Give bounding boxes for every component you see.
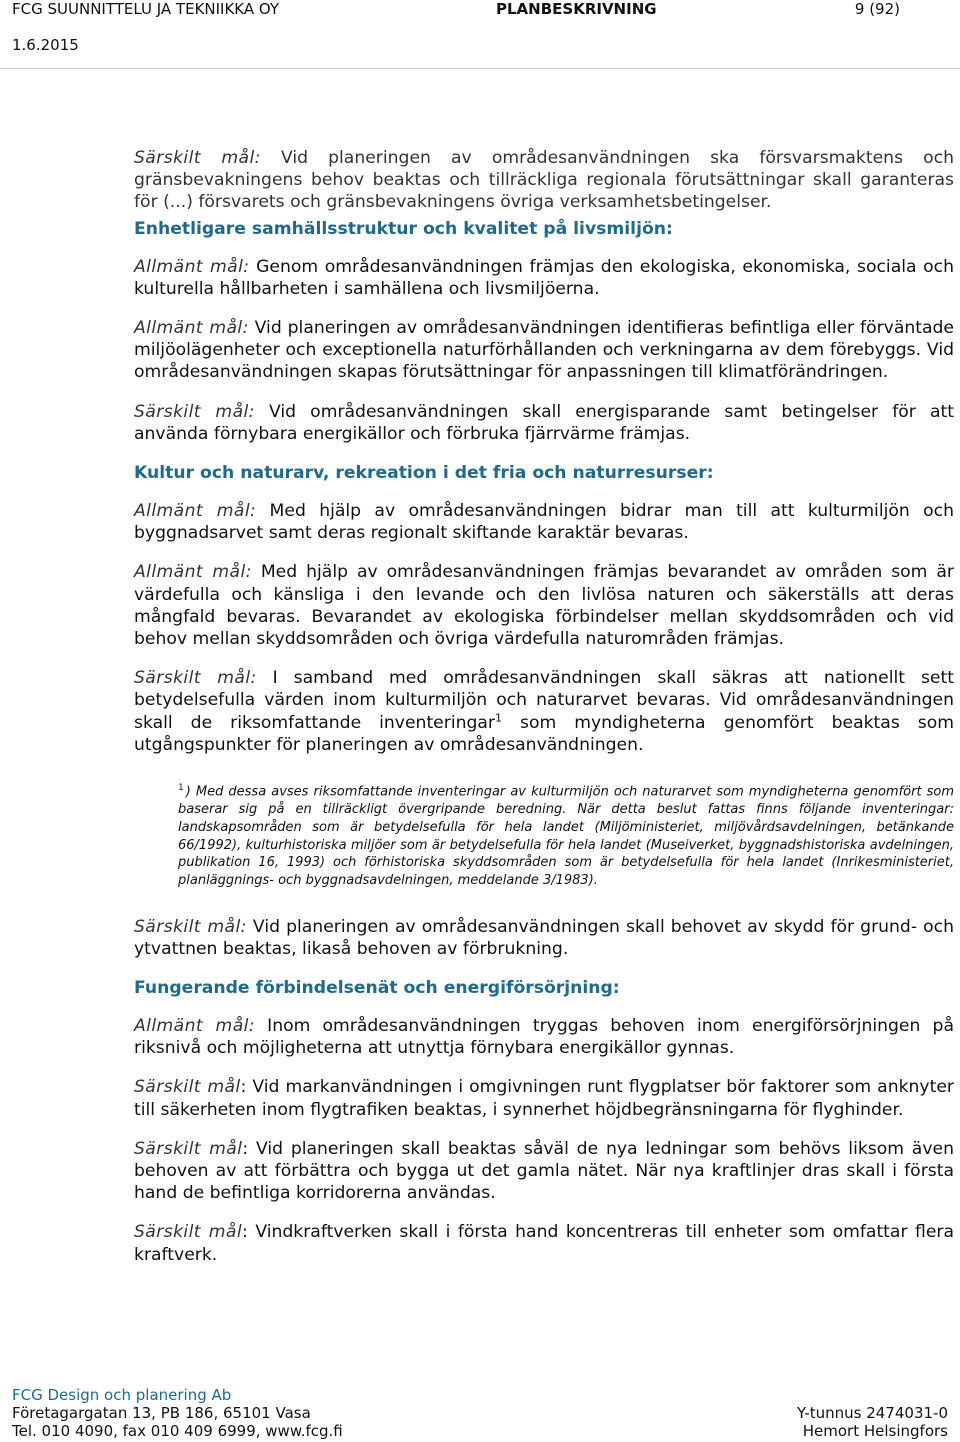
paragraph-text: Med hjälp av områdesanvändningen bidrar man till att kulturmiljön och byggnadsarvet samt deras regionalt skiftande karaktär bevaras. [134,501,954,544]
paragraph-text: Inom områdesanvändningen tryggas behoven inom energiförsörjningen på riksnivå och möjligheterna att utnyttja förnybara energikällor gynnas. [134,1016,954,1059]
paragraph-text: som myndigheterna genomfört beaktas som utgångspunkter för planeringen av områdesanvändningen. [134,712,954,755]
paragraph [134,667,954,756]
footer-row [12,1422,948,1440]
label-allmant: Allmänt mål: [134,1016,256,1037]
paragraph [134,1221,954,1265]
footnote-number: 1 [178,783,184,794]
paragraph-text: Med hjälp av områdesanvändningen främjas bevarandet av områden som är värdefulla och känsliga i den levande och den livlösa naturen och säkerställs att deras mångfald bevaras. Bevarandet av ekologiska förbindelser mellan skyddsområden och vid behov mellan skyddsområden och övriga värdefulla naturområden främjas. [134,562,955,650]
label-sarskilt: Särskilt mål: [134,668,257,689]
paragraph [134,1076,954,1120]
paragraph [134,916,954,960]
label-allmant: Allmänt mål: [134,318,249,339]
section-heading: Fungerande förbindelsenät och energiförsörjning: [134,978,620,999]
document-body [134,147,954,1283]
paragraph-text: : Vindkraftverken skall i första hand koncentreras till enheter som omfattar flera kraftverk. [134,1222,954,1265]
paragraph-text: Vid planeringen av områdesanvändningen ska försvarsmaktens och gränsbevakningens behov beaktas och tillräckliga regionala förutsättningar skall garanteras för (...) försvarets och gränsbevakningens övriga verksamhetsbetingelser. [134,148,954,213]
paragraph [134,401,954,445]
page-footer [12,1386,948,1440]
label-allmant: Allmänt mål: [134,501,257,522]
paragraph [134,500,954,544]
footnote-text: ) Med dessa avses riksomfattande inventeringar av kulturmiljön och naturarvet som myndigheterna genomfört som baserar sig på en tillräckligt övergripande beredning. När detta beslut fattas finns följande inventeringar: landskapsområden som är betydelsefulla för hela landet (Miljöministeriet, miljövårdsavdelningen, betänkande 66/1992), kulturhistoriska miljöer som är betydelsefulla för hela landet (Museiverket, byggnadshistoriska avdelningen, publikation 16, 1993) och förhistoriska skyddsområden som är betydelsefulla för hela landet (Inrikesministeriet, planläggnings- och byggnadsavdelningen, meddelande 3/1983). [178,784,954,888]
paragraph-text: Genom områdesanvändningen främjas den ekologiska, ekonomiska, sociala och kulturella hållbarheten i samhällena och livsmiljöerna. [134,256,955,299]
header-company: FCG SUUNNITTELU JA TEKNIIKKA OY [12,0,280,18]
paragraph-text: Vid planeringen av områdesanvändningen identifieras befintliga eller förväntade miljöolägenheter och exceptionella naturförhållanden och verkningarna av dem förebyggs. Vid områdesanvändningen skapas förutsättningar för anpassningen till klimatförändringen. [134,318,955,383]
paragraph [134,147,954,214]
footer-address: Företagargatan 13, PB 186, 65101 Vasa [12,1404,311,1422]
paragraph [134,317,954,384]
header-page-number: 9 (92) [854,0,900,18]
label-sarskilt: Särskilt mål [134,1222,243,1243]
paragraph [134,1015,954,1059]
footer-business-id: Y-tunnus 2474031-0 [796,1404,948,1422]
footnote [178,780,954,890]
footnote-ref[interactable]: 1 [495,710,503,724]
label-allmant: Allmänt mål: [134,562,252,583]
label-sarskilt: Särskilt mål: [134,916,247,937]
label-sarskilt: Särskilt mål: [134,148,261,168]
label-sarskilt: Särskilt mål [134,1138,243,1159]
footer-brand: FCG Design och planering Ab [12,1386,232,1404]
paragraph-text: Vid områdesanvändningen skall energisparande samt betingelser för att använda förnybara energikällor och förbruka fjärrvärme främjas. [134,401,954,444]
paragraph-text: : Vid planeringen skall beaktas såväl de nya ledningar som behövs liksom även behoven av att förbättra och bygga ut det gamla nätet. När nya kraftlinjer dras skall i första hand de befintliga korridorerna användas. [134,1138,954,1204]
footer-office: Hemort Helsingfors [802,1422,948,1440]
paragraph [134,1138,954,1205]
paragraph-text: Vid planeringen av områdesanvändningen skall behovet av skydd för grund- och ytvattnen beaktas, likaså behoven av förbrukning. [134,916,954,959]
header-date: 1.6.2015 [12,36,79,54]
paragraph [134,561,954,650]
header-doc-title: PLANBESKRIVNING [496,0,657,18]
paragraph-text: I samband med områdesanvändningen skall säkras att nationellt sett betydelsefulla värden inom kulturmiljön och naturarvet bevaras. Vid områdesanvändningen skall de riksomfattande inventeringar [134,668,954,733]
paragraph-text: : Vid markanvändningen i omgivningen runt flygplatser bör faktorer som anknyter till säkerheten inom flygtrafiken beaktas, i synnerhet höjdbegränsningarna för flyghinder. [134,1077,954,1120]
paragraph [134,256,954,300]
label-sarskilt: Särskilt mål: [134,401,255,422]
header-divider [0,68,960,69]
footer-contact: Tel. 010 4090, fax 010 409 6999, www.fcg.fi [12,1422,343,1440]
footer-row [12,1404,948,1422]
label-allmant: Allmänt mål: [134,256,250,277]
section-heading: Kultur och naturarv, rekreation i det fria och naturresurser: [134,463,714,484]
section-heading: Enhetligare samhällsstruktur och kvalitet på livsmiljön: [134,218,673,239]
label-sarskilt: Särskilt mål [134,1077,241,1098]
page-header [0,0,960,72]
